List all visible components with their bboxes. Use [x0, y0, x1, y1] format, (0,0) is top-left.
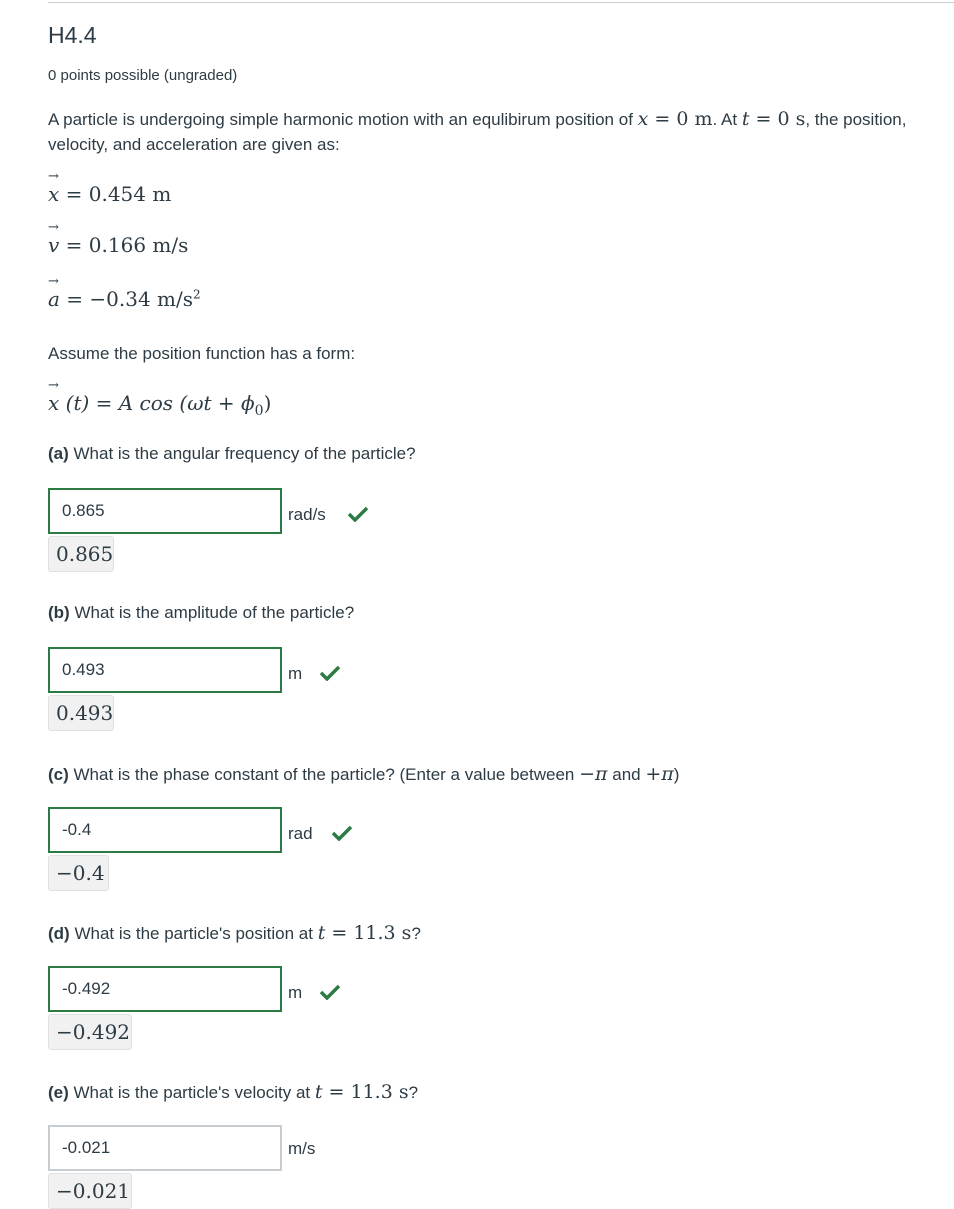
problem-title: H4.4 — [48, 22, 97, 48]
correct-check-icon — [348, 506, 368, 522]
answer-input-e[interactable]: -0.021 — [48, 1125, 282, 1171]
given-position: → x = 0.454 m — [48, 169, 172, 206]
answer-input-c[interactable]: -0.4 — [48, 807, 282, 853]
question-a: (a) What is the angular frequency of the particle? — [48, 444, 416, 463]
question-e: (e) What is the particle's velocity at t = 11.3 s? — [48, 1081, 419, 1103]
unit-e: m/s — [288, 1139, 316, 1158]
question-d: (d) What is the particle's position at t = 11.3 s? — [48, 922, 421, 944]
question-c: (c) What is the phase constant of the particle? (Enter a value between −π and +π) — [48, 763, 680, 785]
correct-check-icon — [320, 984, 340, 1000]
answer-input-b[interactable]: 0.493 — [48, 647, 282, 693]
given-velocity: → v = 0.166 m/s — [48, 220, 189, 257]
answer-preview-a: 0.865 — [48, 536, 114, 572]
points-info: 0 points possible (ungraded) — [48, 67, 238, 84]
answer-preview-c: −0.4 — [48, 855, 109, 891]
given-acceleration: → a = −0.34 $m/s^2$ — [48, 274, 201, 311]
position-formula: → x (t) = A $\cos (\omega t + \phi_0)$ — [48, 378, 272, 419]
problem-intro: A particle is undergoing simple harmonic motion with an equlibirum position of x = 0 m. At t = 0 s, the position, velocity, and acceleration are given as: — [48, 108, 907, 154]
answer-input-a[interactable]: 0.865 — [48, 488, 282, 534]
top-divider — [48, 2, 954, 3]
answer-preview-e: −0.021 — [48, 1173, 132, 1209]
unit-d: m — [288, 983, 303, 1002]
unit-c: rad — [288, 824, 313, 843]
unit-b: m — [288, 664, 303, 683]
answer-preview-d: −0.492 — [48, 1014, 132, 1050]
correct-check-icon — [332, 825, 352, 841]
assume-text: Assume the position function has a form: — [48, 344, 356, 363]
question-b: (b) What is the amplitude of the particle? — [48, 603, 355, 622]
answer-preview-b: 0.493 — [48, 695, 114, 731]
unit-a: rad/s — [288, 505, 326, 524]
answer-input-d[interactable]: -0.492 — [48, 966, 282, 1012]
correct-check-icon — [320, 665, 340, 681]
